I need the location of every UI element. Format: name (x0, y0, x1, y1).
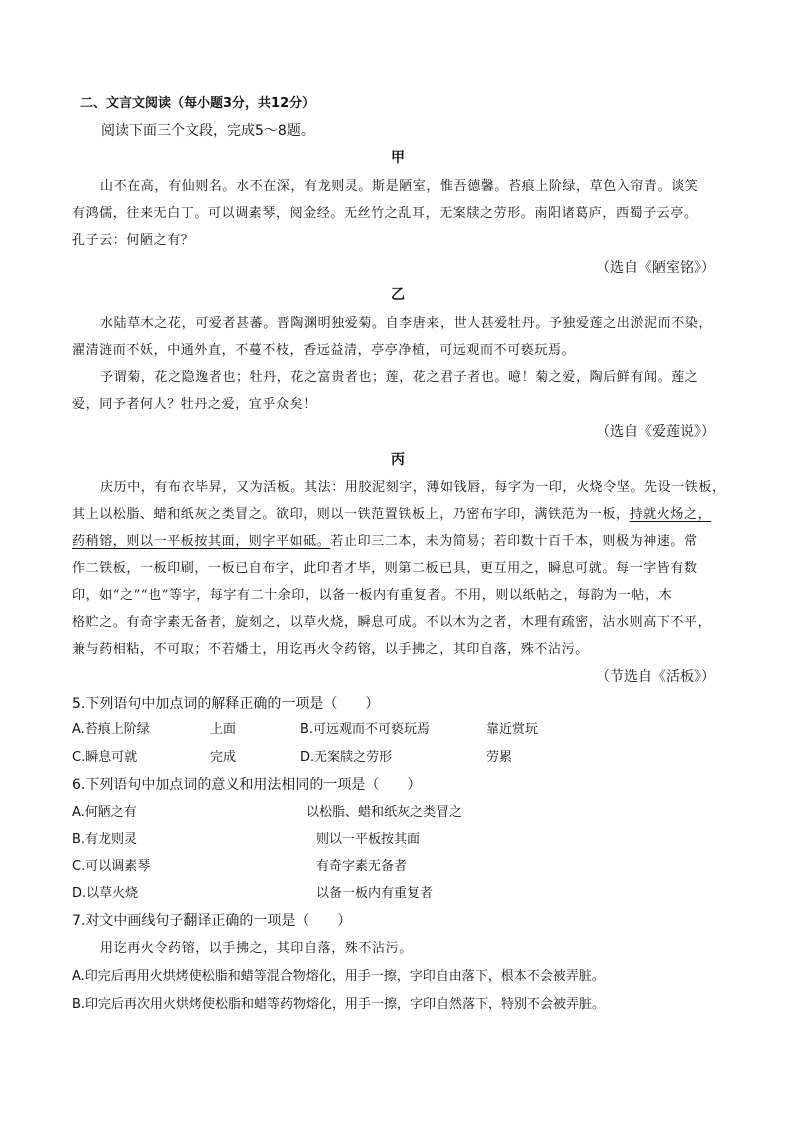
passage-jia-line: 有鸿儒，往来无白丁。可以调素琴，阅金经。无丝竹之乱耳，无案牍之劳形。南阳诸葛庐，西蜀子云亭。 (72, 206, 698, 221)
q6-option-d: D.以草火烧 (72, 886, 139, 901)
passage-jia-source: （选自《陋室铭》） (596, 260, 715, 276)
q7-option-b: B.印完后再次用火烘烤使松脂和蜡等药物熔化，用手一擦，字印自然落下，特别不会被弄脏。 (72, 997, 606, 1012)
passage-yi-line: 爱，同予者何人？牡丹之爱，宜乎众矣！ (72, 397, 317, 412)
passage-bing-line: 兼与药相粘，不可取；不若燔土，用讫再火令药镕，以手拂之，其印自落，殊不沾污。 (72, 642, 589, 657)
section-instruction: 阅读下面三个文段，完成5～8题。 (101, 123, 315, 139)
section-heading: 二、文言文阅读（每小题3分，共12分） (80, 96, 316, 111)
q6-option-a-pair: 以松脂、蜡和纸灰之类冒之 (306, 805, 463, 820)
passage-bing-text: 若止印三二本，未为简易；若印数十百千本，则极为神速。常 (330, 534, 698, 549)
underlined-sentence-part: 持就火炀之， (629, 507, 712, 522)
passage-yi-source: （选自《爱莲说》） (596, 424, 715, 440)
passage-yi-line: 濯清涟而不妖，中通外直，不蔓不枝，香远益清，亭亭净植，可远观而不可亵玩焉。 (72, 343, 576, 358)
passage-jia-title: 甲 (391, 150, 405, 166)
passage-bing-line: 庆历中，有布衣毕昇，又为活板。其法：用胶泥刻字，薄如钱唇，每字为一印，火烧令坚。先设一铁板， (100, 480, 726, 495)
passage-bing-line (72, 535, 698, 548)
question-7-stem: 7.对文中画线句子翻译正确的一项是（ ） (72, 913, 352, 929)
passage-yi-line: 水陆草木之花，可爱者甚蕃。晋陶渊明独爱菊。自李唐来，世人甚爱牡丹。予独爱莲之出淤泥而不染， (100, 316, 713, 331)
q6-option-b: B.有龙则灵 (72, 832, 138, 847)
question-6-stem: 6.下列语句中加点词的意义和用法相同的一项是（ ） (72, 777, 422, 793)
q6-option-c-pair: 有奇字素无备者 (316, 859, 408, 874)
q5-option-b: B.可远观而不可亵玩焉 (300, 722, 431, 737)
passage-yi-line: 予谓菊，花之隐逸者也；牡丹，花之富贵者也；莲，花之君子者也。噫！菊之爱，陶后鲜有闻。莲之 (100, 370, 699, 385)
passage-bing-line: 格贮之。有奇字素无备者，旋刻之，以草火烧，瞬息可成。不以木为之者，木理有疏密，沾水则高下不平， (72, 615, 712, 630)
q5-option-d: D.无案牍之劳形 (300, 750, 393, 765)
q5-option-c-gloss: 完成 (210, 750, 237, 765)
q5-option-d-gloss: 劳累 (486, 750, 513, 765)
passage-bing-line: 印，如“之”“也”等字，每字有二十余印，以备一板内有重复者。不用，则以纸帖之，每韵为一帖，木 (72, 588, 673, 603)
q5-option-a: A.苔痕上阶绿 (72, 722, 150, 737)
q6-option-c: C.可以调素琴 (72, 859, 151, 874)
underlined-sentence-part: 药稍镕，则以一平板按其面，则字平如砥。 (72, 534, 331, 549)
passage-bing-title: 丙 (391, 452, 405, 468)
passage-bing-line (72, 508, 711, 521)
q5-option-a-gloss: 上面 (210, 722, 237, 737)
q7-option-a: A.印完后再用火烘烤使松脂和蜡等混合物熔化，用手一擦，字印自由落下，根本不会被弄脏。 (72, 969, 605, 984)
q5-option-b-gloss: 靠近赏玩 (486, 722, 539, 737)
passage-jia-line: 孔子云：何陋之有？ (72, 233, 195, 248)
q6-option-d-pair: 以备一板内有重复者 (316, 886, 434, 901)
passage-bing-text: 其上以松脂、蜡和纸灰之类冒之。欲印，则以一铁范置铁板上，乃密布字印，满铁范为一板， (72, 507, 630, 522)
question-5-stem: 5.下列语句中加点词的解释正确的一项是（ ） (72, 696, 380, 712)
q6-option-b-pair: 则以一平板按其面 (316, 832, 421, 847)
q5-option-c: C.瞬息可就 (72, 750, 138, 765)
q7-quoted-sentence: 用讫再火令药镕，以手拂之，其印自落，殊不沾污。 (100, 941, 413, 956)
passage-bing-source: （节选自《活板》） (596, 669, 715, 685)
passage-yi-title: 乙 (391, 287, 405, 303)
passage-bing-line: 作二铁板，一板印刷，一板已自布字，此印者才毕，则第二板已具，更互用之，瞬息可就。每一字皆有数 (72, 561, 698, 576)
q6-option-a: A.何陋之有 (72, 805, 137, 820)
passage-jia-line: 山不在高，有仙则名。水不在深，有龙则灵。斯是陋室，惟吾德馨。苔痕上阶绿，草色入帘青。谈笑 (100, 179, 699, 194)
